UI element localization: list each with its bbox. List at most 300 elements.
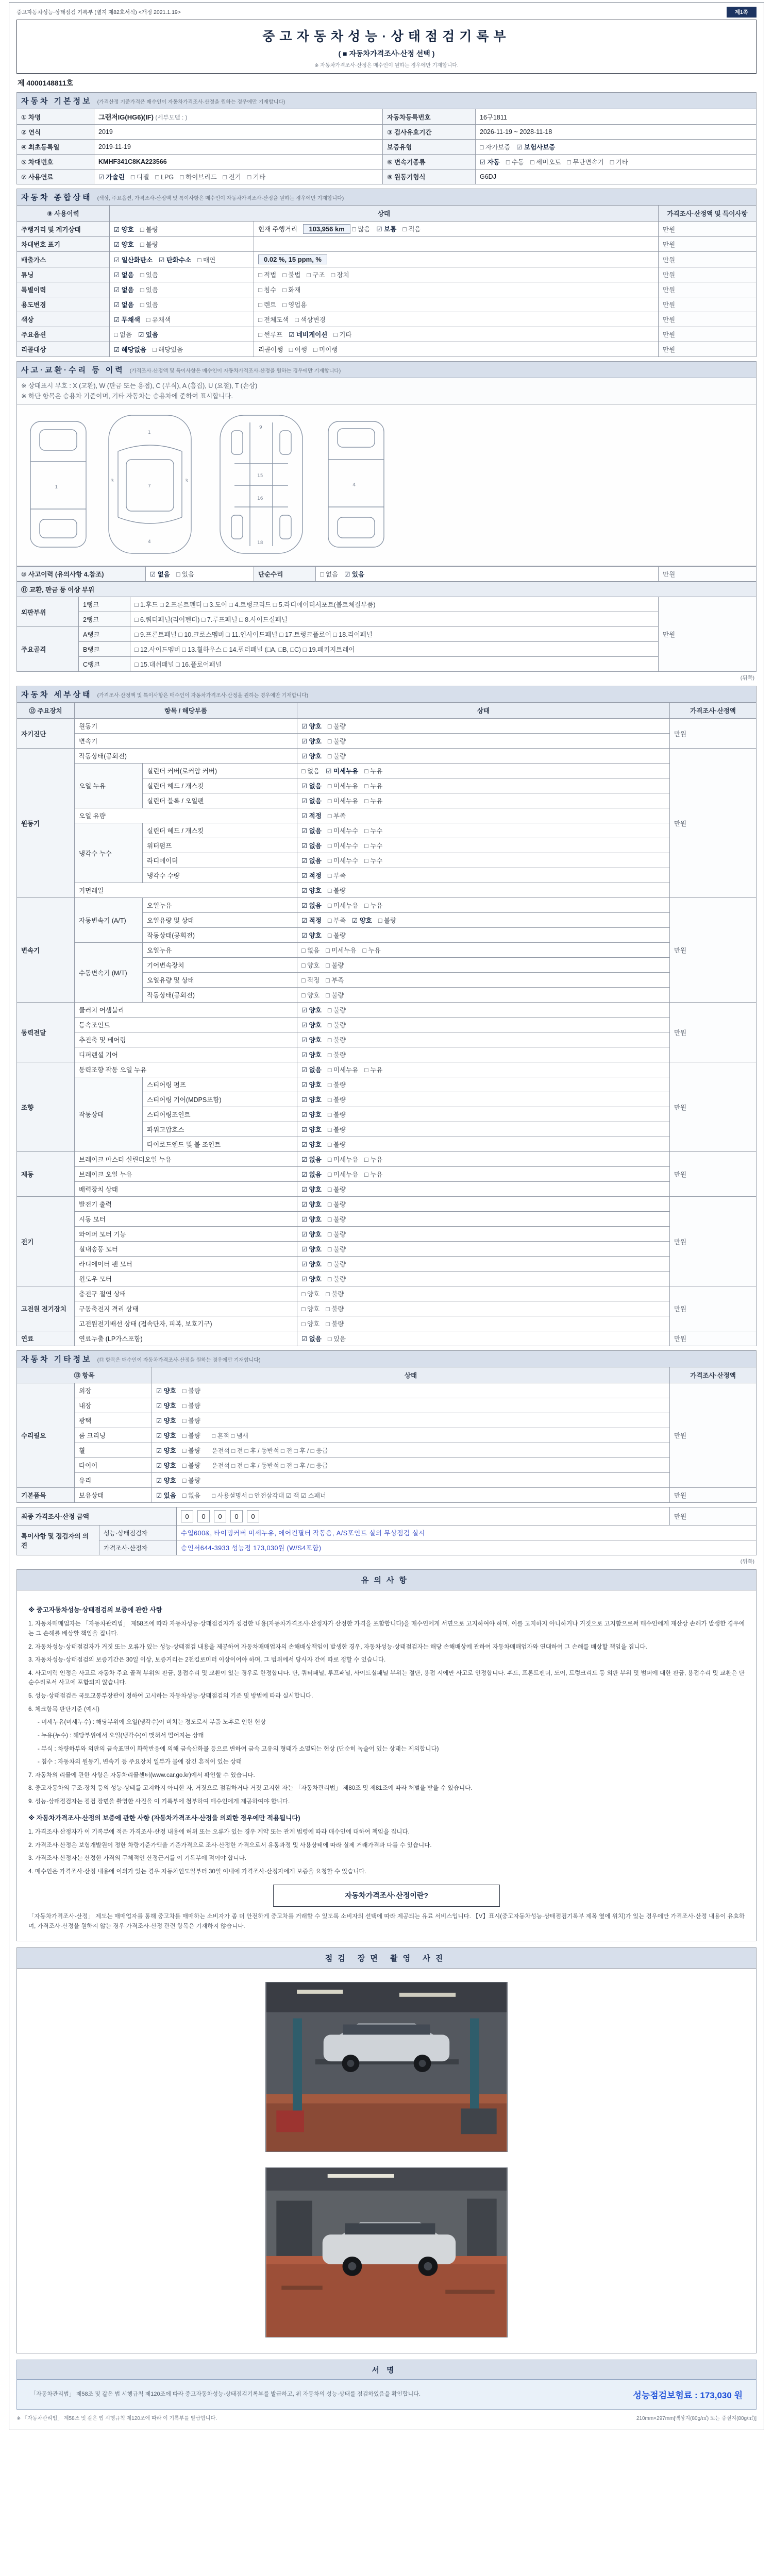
checkbox-무채색[interactable]: ☑ 무채색: [114, 316, 140, 324]
checkbox-미세누유[interactable]: □ 미세누유: [327, 783, 359, 790]
device-row: [17, 1152, 757, 1167]
checkbox-양호[interactable]: □ 양호: [301, 992, 320, 999]
checkbox-미세누유[interactable]: □ 미세누유: [326, 947, 357, 954]
vin-value: KMHF341C8KA223566: [94, 155, 383, 170]
item-name: 커먼레일: [75, 883, 297, 898]
checkbox-있음[interactable]: ☑ 있음: [138, 331, 159, 338]
item-status: [297, 1122, 670, 1137]
form-reference: 중고자동차성능·상태점검 기록부 (별지 제82호서식) <개정 2021.1.19>: [16, 9, 181, 15]
item-status: [297, 1197, 670, 1212]
usage-item-label: 색상: [17, 312, 110, 327]
basic-row-firstreg: [17, 140, 757, 155]
usage-status: [110, 267, 254, 282]
checkbox-group: [301, 962, 350, 969]
checkbox-양호[interactable]: ☑ 양호: [156, 1387, 176, 1395]
checkbox-양호[interactable]: ☑ 양호: [301, 1007, 322, 1014]
checkbox-세미오토[interactable]: □ 세미오토: [530, 159, 561, 166]
checkbox-불량[interactable]: □ 불량: [140, 241, 159, 248]
checkbox-불량[interactable]: □ 불량: [140, 226, 159, 233]
checkbox-양호[interactable]: ☑ 양호: [352, 917, 372, 924]
checkbox-양호[interactable]: ☑ 양호: [156, 1477, 176, 1484]
checkbox-없음[interactable]: ☑ 없음: [301, 827, 322, 835]
checkbox-불량[interactable]: □ 불량: [327, 1052, 346, 1059]
checkbox-미세누유[interactable]: □ 미세누유: [327, 798, 359, 805]
checkbox-group: [301, 1007, 352, 1014]
checkbox-수동[interactable]: □ 수동: [506, 159, 525, 166]
checkbox-있음[interactable]: □ 있음: [140, 301, 159, 309]
checkbox-없음[interactable]: ☑ 없음: [301, 1335, 322, 1343]
rank-items: □ 15.대쉬패널 □ 16.플로어패널: [130, 657, 659, 672]
device-row: [17, 1473, 757, 1488]
checkbox-불량[interactable]: □ 불량: [327, 1186, 346, 1193]
checkbox-해당있음[interactable]: □ 해당있음: [152, 346, 183, 353]
checkbox-양호[interactable]: ☑ 양호: [301, 1201, 322, 1208]
device-row: [17, 1443, 757, 1458]
checkbox-양호[interactable]: ☑ 양호: [156, 1402, 176, 1410]
checkbox-양호[interactable]: □ 양호: [301, 1306, 320, 1313]
checkbox-미세누유[interactable]: □ 미세누유: [327, 1066, 359, 1074]
checkbox-무단변속기[interactable]: □ 무단변속기: [567, 159, 604, 166]
first-reg-label: ④ 최초등록일: [17, 140, 94, 155]
checkbox-양호[interactable]: ☑ 양호: [301, 1052, 322, 1059]
rank-row: [17, 612, 757, 627]
checkbox-미세누유[interactable]: ☑ 미세누유: [326, 768, 359, 775]
summary-row: [17, 327, 757, 342]
checkbox-전기[interactable]: □ 전기: [223, 174, 241, 181]
checkbox-있음[interactable]: □ 있음: [176, 571, 195, 578]
item-name: 실린더 블록 / 오일팬: [143, 793, 297, 808]
inspection-value: 2026-11-19 ~ 2028-11-18: [476, 125, 757, 140]
checkbox-불량[interactable]: □ 불량: [326, 992, 344, 999]
checkbox-미세누수[interactable]: □ 미세누수: [327, 857, 359, 865]
item-status: [297, 1018, 670, 1032]
checkbox-구조[interactable]: □ 구조: [307, 272, 325, 279]
panel-group-frame: 주요골격: [17, 627, 79, 672]
checkbox-불량[interactable]: □ 불량: [182, 1477, 201, 1484]
price-cell: 만원: [669, 1197, 756, 1286]
checkbox-양호[interactable]: ☑ 양호: [301, 1246, 322, 1253]
item-status: [152, 1488, 670, 1503]
checkbox-불량[interactable]: □ 불량: [327, 1037, 346, 1044]
checkbox-group: [114, 257, 222, 264]
checkbox-양호[interactable]: ☑ 양호: [301, 723, 322, 730]
item-name: 휠: [75, 1443, 152, 1458]
accident-history-table: [16, 566, 757, 582]
checkbox-양호[interactable]: ☑ 양호: [301, 1141, 322, 1148]
price-survey-definition-box: 자동차가격조사·산정이란?: [273, 1885, 500, 1907]
checkbox-불량[interactable]: □ 불량: [326, 1320, 344, 1328]
device-row: [17, 1301, 757, 1316]
checkbox-많음[interactable]: □ 많음: [352, 226, 371, 233]
checkbox-일산화탄소[interactable]: ☑ 일산화탄소: [114, 256, 153, 264]
checkbox-불량[interactable]: □ 불량: [327, 1096, 346, 1104]
checkbox-침수[interactable]: □ 침수: [258, 286, 277, 294]
item-name: 배력장치 상태: [75, 1182, 297, 1197]
item-status: [297, 734, 670, 749]
checkbox-양호[interactable]: ☑ 양호: [301, 887, 322, 894]
opinion-row-1: [17, 1526, 757, 1540]
svg-text:3: 3: [185, 479, 188, 484]
first-reg-value: 2019-11-19: [94, 140, 383, 155]
checkbox-누유[interactable]: □ 누유: [362, 947, 381, 954]
item-status: [297, 1137, 670, 1152]
svg-text:1: 1: [148, 430, 151, 435]
checkbox-보험사보증[interactable]: ☑ 보험사보증: [516, 144, 556, 151]
checkbox-없음[interactable]: ☑ 없음: [301, 902, 322, 909]
checkbox-누유[interactable]: □ 누유: [364, 1171, 383, 1178]
item-name: 오일 유량: [75, 808, 297, 823]
checkbox-보통[interactable]: ☑ 보통: [376, 226, 397, 233]
item-status: [297, 988, 670, 1003]
usage-extra: [254, 267, 659, 282]
item-name: 윈도우 모터: [75, 1272, 297, 1286]
svg-text:7: 7: [148, 484, 151, 489]
detail-section-header: [17, 686, 757, 703]
extra-label: 현재 주행거리: [258, 226, 299, 233]
price-cell: 만원: [669, 1383, 756, 1488]
checkbox-미이행[interactable]: □ 미이행: [313, 346, 338, 353]
checkbox-없음[interactable]: ☑ 없음: [301, 1156, 322, 1163]
checkbox-group: [156, 1387, 207, 1395]
checkbox-기타[interactable]: □ 기타: [247, 174, 265, 181]
checkbox-group: [114, 346, 189, 353]
checkbox-없음[interactable]: □ 없음: [320, 571, 339, 578]
year-value: 2019: [94, 125, 383, 140]
device-row: [17, 1182, 757, 1197]
checkbox-부족[interactable]: □ 부족: [327, 917, 346, 924]
checkbox-누유[interactable]: □ 누유: [364, 783, 383, 790]
checkbox-적정[interactable]: ☑ 적정: [301, 917, 322, 924]
rank-row: [17, 642, 757, 657]
checkbox-없음[interactable]: ☑ 없음: [301, 783, 322, 790]
checkbox-렌트[interactable]: □ 렌트: [258, 301, 277, 309]
basic-row-year: [17, 125, 757, 140]
checkbox-불량[interactable]: □ 불량: [327, 932, 346, 939]
price-cell: 만원: [658, 342, 756, 357]
item-status: [297, 1092, 670, 1107]
checkbox-LPG[interactable]: □ LPG: [155, 174, 174, 181]
checkbox-양호[interactable]: ☑ 양호: [301, 1276, 322, 1283]
transmission-options: [476, 155, 757, 170]
device-row: [17, 1167, 757, 1182]
checkbox-불량[interactable]: □ 불량: [327, 1022, 346, 1029]
item-status: [297, 1242, 670, 1257]
checkbox-있음[interactable]: □ 있음: [327, 1335, 346, 1343]
document-title: 중고자동차성능·상태점검기록부: [262, 29, 511, 44]
checkbox-없음[interactable]: ☑ 없음: [301, 1066, 322, 1074]
checkbox-기타[interactable]: □ 기타: [333, 331, 352, 338]
notice-paragraph: 9. 성능·상태점검자는 점검 장면을 촬영한 사진을 이 기록부에 첨부하여 매수인에게 제공하여야 합니다.: [28, 1799, 290, 1805]
checkbox-누수[interactable]: □ 누수: [364, 842, 383, 850]
checkbox-화재[interactable]: □ 화재: [282, 286, 301, 294]
usage-extra: [254, 282, 659, 297]
usage-status: [110, 252, 254, 267]
checkbox-누유[interactable]: □ 누유: [364, 768, 383, 775]
device-name: 고전원 전기장치: [17, 1286, 75, 1331]
checkbox-네비게이션[interactable]: ☑ 네비게이션: [289, 331, 328, 338]
checkbox-양호[interactable]: ☑ 양호: [114, 241, 134, 248]
item-status: [297, 793, 670, 808]
checkbox-양호[interactable]: ☑ 양호: [301, 1111, 322, 1118]
checkbox-없음[interactable]: ☑ 없음: [114, 301, 134, 309]
checkbox-양호[interactable]: ☑ 양호: [301, 1216, 322, 1223]
checkbox-없음[interactable]: □ 없음: [182, 1492, 201, 1499]
price-cell: 만원: [658, 222, 756, 237]
checkbox-양호[interactable]: □ 양호: [301, 962, 320, 969]
simple-repair-label: 단순수리: [254, 567, 316, 582]
checkbox-불량[interactable]: □ 불량: [182, 1462, 201, 1469]
checkbox-부족[interactable]: □ 부족: [326, 977, 344, 984]
summary-row: [17, 252, 757, 267]
checkbox-양호[interactable]: ☑ 양호: [301, 1022, 322, 1029]
checkbox-불량[interactable]: □ 불량: [327, 1261, 346, 1268]
document-subtitle-note: ※ 자동차가격조사·산정은 매수인이 원하는 경우에만 기재합니다.: [314, 63, 459, 69]
checkbox-양호[interactable]: ☑ 양호: [156, 1447, 176, 1454]
price-digit: 0: [197, 1510, 210, 1522]
vin-label: ⑤ 차대번호: [17, 155, 94, 170]
checkbox-group: [301, 1037, 352, 1044]
checkbox-부족[interactable]: □ 부족: [327, 872, 346, 879]
checkbox-불량[interactable]: □ 불량: [327, 1081, 346, 1089]
warranty-options: [476, 140, 757, 155]
checkbox-적법[interactable]: □ 적법: [258, 272, 277, 279]
checkbox-불량[interactable]: □ 불량: [326, 1306, 344, 1313]
checkbox-group: [301, 798, 389, 805]
checkbox-group: [301, 977, 350, 984]
checkbox-없음[interactable]: □ 없음: [301, 947, 320, 954]
checkbox-있음[interactable]: □ 있음: [140, 272, 159, 279]
checkbox-양호[interactable]: ☑ 양호: [156, 1432, 176, 1439]
checkbox-양호[interactable]: ☑ 양호: [301, 1037, 322, 1044]
checkbox-자가보증[interactable]: □ 자가보증: [480, 144, 511, 151]
car-name: 그랜저IG(HG6)(IF): [98, 113, 154, 121]
final-price-label: 최종 가격조사·산정 금액: [17, 1507, 177, 1526]
checkbox-영업용[interactable]: □ 영업용: [282, 301, 307, 309]
checkbox-없음[interactable]: ☑ 없음: [301, 857, 322, 865]
car-diagram: [21, 407, 392, 562]
checkbox-양호[interactable]: ☑ 양호: [301, 1186, 322, 1193]
checkbox-매연[interactable]: □ 매연: [197, 256, 216, 264]
price-cell: 만원: [658, 252, 756, 267]
checkbox-양호[interactable]: ☑ 양호: [301, 1261, 322, 1268]
checkbox-있음[interactable]: □ 있음: [140, 286, 159, 294]
checkbox-group: [301, 1171, 389, 1178]
checkbox-양호[interactable]: ☑ 양호: [114, 226, 134, 233]
basic-row-fuel: [17, 170, 757, 184]
usage-item-label: 리콜대상: [17, 342, 110, 357]
checkbox-양호[interactable]: ☑ 양호: [301, 753, 322, 760]
checkbox-불량[interactable]: □ 불량: [327, 738, 346, 745]
checkbox-불량[interactable]: □ 불량: [327, 887, 346, 894]
misc-col-device: ⑬ 항목: [17, 1367, 152, 1383]
misc-section-note: (⑬ 항목은 매수인이 자동차가격조사·산정을 원하는 경우에만 기재합니다): [97, 1358, 261, 1363]
checkbox-미세누수[interactable]: □ 미세누수: [327, 842, 359, 850]
checkbox-group: [301, 738, 352, 745]
checkbox-불량[interactable]: □ 불량: [182, 1432, 201, 1439]
checkbox-없음[interactable]: ☑ 없음: [301, 798, 322, 805]
basic-section-header: [17, 93, 757, 109]
checkbox-group: [301, 723, 352, 730]
item-status: [297, 838, 670, 853]
summary-row: [17, 222, 757, 237]
checkbox-양호[interactable]: ☑ 양호: [156, 1417, 176, 1425]
price-cell: 만원: [658, 267, 756, 282]
checkbox-불량[interactable]: □ 불량: [182, 1447, 201, 1454]
checkbox-있음[interactable]: ☑ 있음: [344, 571, 365, 578]
item-name: 원동기: [75, 719, 297, 734]
checkbox-group: [301, 1320, 350, 1328]
checkbox-불량[interactable]: □ 불량: [327, 1007, 346, 1014]
checkbox-이행[interactable]: □ 이행: [289, 346, 307, 353]
checkbox-양호[interactable]: ☑ 양호: [301, 1081, 322, 1089]
checkbox-누수[interactable]: □ 누수: [364, 857, 383, 865]
checkbox-누유[interactable]: □ 누유: [364, 902, 383, 909]
checkbox-없음[interactable]: ☑ 없음: [150, 571, 170, 578]
checkbox-양호[interactable]: ☑ 양호: [301, 932, 322, 939]
checkbox-불량[interactable]: □ 불량: [182, 1387, 201, 1395]
checkbox-group: [301, 1261, 352, 1268]
checkbox-양호[interactable]: □ 양호: [301, 1320, 320, 1328]
checkbox-group: [301, 902, 389, 909]
checkbox-불량[interactable]: □ 불량: [327, 1276, 346, 1283]
checkbox-미세누유[interactable]: □ 미세누유: [327, 902, 359, 909]
inspection-photo-2: [265, 2167, 508, 2337]
checkbox-불량[interactable]: □ 불량: [327, 1216, 346, 1223]
checkbox-적음[interactable]: □ 적음: [402, 226, 421, 233]
checkbox-불량[interactable]: □ 불량: [327, 1201, 346, 1208]
checkbox-불량[interactable]: □ 불량: [327, 1231, 346, 1238]
checkbox-기타[interactable]: □ 기타: [610, 159, 628, 166]
status-extra: 운전석 □ 전 □ 후 / 동반석 □ 전 □ 후 / □ 응급: [212, 1462, 328, 1469]
usage-extra: [254, 342, 659, 357]
checkbox-유채색[interactable]: □ 유채색: [146, 316, 171, 324]
checkbox-양호[interactable]: ☑ 양호: [156, 1462, 176, 1469]
checkbox-불량[interactable]: □ 불량: [327, 1126, 346, 1133]
checkbox-불량[interactable]: □ 불량: [326, 1291, 344, 1298]
checkbox-누유[interactable]: □ 누유: [364, 798, 383, 805]
checkbox-적정[interactable]: □ 적정: [301, 977, 320, 984]
device-row: [17, 1018, 757, 1032]
item-name: 등속조인트: [75, 1018, 297, 1032]
checkbox-불량[interactable]: □ 불량: [327, 1141, 346, 1148]
basic-section-note: (가격산정 기준가격은 매수인이 자동차가격조사·산정을 원하는 경우에만 기재합니다): [97, 99, 285, 105]
checkbox-불량[interactable]: □ 불량: [182, 1417, 201, 1425]
page-footer: [16, 2414, 757, 2421]
checkbox-미세누수[interactable]: □ 미세누수: [327, 827, 359, 835]
item-name: 워터펌프: [143, 838, 297, 853]
checkbox-group: [301, 992, 350, 999]
price-cell: 만원: [658, 312, 756, 327]
car-underbody-view: [220, 415, 303, 553]
checkbox-미세누유[interactable]: □ 미세누유: [327, 1171, 359, 1178]
page-marker-1: (뒤쪽): [740, 675, 754, 681]
checkbox-group: [156, 1462, 207, 1469]
checkbox-자동[interactable]: ☑ 자동: [480, 159, 500, 166]
checkbox-불법[interactable]: □ 불법: [282, 272, 301, 279]
item-status: [297, 1182, 670, 1197]
checkbox-누수[interactable]: □ 누수: [364, 827, 383, 835]
checkbox-없음[interactable]: ☑ 없음: [114, 286, 134, 294]
checkbox-장치[interactable]: □ 장치: [331, 272, 349, 279]
checkbox-불량[interactable]: □ 불량: [327, 1246, 346, 1253]
checkbox-색상변경[interactable]: □ 색상변경: [295, 316, 326, 324]
item-status: [297, 823, 670, 838]
checkbox-불량[interactable]: □ 불량: [327, 753, 346, 760]
item-status: [152, 1398, 670, 1413]
checkbox-누유[interactable]: □ 누유: [364, 1066, 383, 1074]
checkbox-하이브리드[interactable]: □ 하이브리드: [180, 174, 217, 181]
usage-extra: [254, 222, 659, 237]
checkbox-탄화수소[interactable]: ☑ 탄화수소: [159, 256, 192, 264]
rank-items: □ 12.사이드멤버 □ 13.휠하우스 □ 14.필러패널 (□A, □B, □C) □ 19.패키지트레이: [130, 642, 659, 657]
checkbox-group: [301, 783, 389, 790]
checkbox-양호[interactable]: ☑ 양호: [301, 1231, 322, 1238]
usage-item-label: 주행거리 및 계기상태: [17, 222, 110, 237]
checkbox-미세누유[interactable]: □ 미세누유: [327, 1156, 359, 1163]
checkbox-불량[interactable]: □ 불량: [326, 962, 344, 969]
item-name: 보유상태: [75, 1488, 152, 1503]
checkbox-부족[interactable]: □ 부족: [327, 812, 346, 820]
checkbox-없음[interactable]: ☑ 없음: [114, 272, 134, 279]
checkbox-있음[interactable]: ☑ 있음: [156, 1492, 176, 1499]
item-name: 룸 크리닝: [75, 1428, 152, 1443]
notice-paragraph: 1. 가격조사·산정자가 이 기록부에 적은 가격조사·산정 내용에 허위 또는 오류가 있는 경우 계약 또는 관계 법령에 따라 매수인에 대하여 책임을 집니다.: [28, 1828, 410, 1835]
detail-table: [16, 686, 757, 1346]
item-name: 클러치 어셈블리: [75, 1003, 297, 1018]
checkbox-불량[interactable]: □ 불량: [182, 1402, 201, 1410]
checkbox-양호[interactable]: ☑ 양호: [301, 738, 322, 745]
accident-section-note: (가격조사·산정액 및 특이사항은 매수인이 자동차가격조사·산정을 원하는 경우에만 기재합니다): [129, 368, 341, 374]
checkbox-해당없음[interactable]: ☑ 해당없음: [114, 346, 146, 353]
price-cell: 만원: [669, 1152, 756, 1197]
checkbox-양호[interactable]: ☑ 양호: [301, 1126, 322, 1133]
item-name: 실린더 헤드 / 개스킷: [143, 823, 297, 838]
checkbox-group: [114, 301, 164, 309]
checkbox-디젤[interactable]: □ 디젤: [130, 174, 149, 181]
device-row: [17, 1458, 757, 1473]
checkbox-가솔린[interactable]: ☑ 가솔린: [98, 174, 125, 181]
checkbox-적정[interactable]: ☑ 적정: [301, 872, 322, 879]
checkbox-불량[interactable]: □ 불량: [378, 917, 397, 924]
checkbox-없음[interactable]: □ 없음: [301, 768, 320, 775]
checkbox-없음[interactable]: ☑ 없음: [301, 842, 322, 850]
checkbox-없음[interactable]: ☑ 없음: [301, 1171, 322, 1178]
basic-section-title: 자동차 기본정보: [21, 97, 92, 106]
simple-repair-options: [316, 567, 659, 582]
checkbox-group: [301, 1291, 350, 1298]
checkbox-불량[interactable]: □ 불량: [327, 1111, 346, 1118]
checkbox-전체도색[interactable]: □ 전체도색: [258, 316, 289, 324]
checkbox-없음[interactable]: □ 없음: [114, 331, 132, 338]
device-row: [17, 1428, 757, 1443]
opinion-label: 특이사항 및 점검자의 의견: [17, 1526, 99, 1555]
item-name: 시동 모터: [75, 1212, 297, 1227]
item-name: 냉각수 수량: [143, 868, 297, 883]
checkbox-썬루프[interactable]: □ 썬루프: [258, 331, 283, 338]
item-status: [297, 1212, 670, 1227]
checkbox-불량[interactable]: □ 불량: [327, 723, 346, 730]
price-cell: 만원: [659, 567, 757, 582]
device-row: [17, 719, 757, 734]
checkbox-양호[interactable]: □ 양호: [301, 1291, 320, 1298]
checkbox-group: [352, 226, 427, 233]
title-box: [16, 20, 757, 74]
checkbox-누유[interactable]: □ 누유: [364, 1156, 383, 1163]
checkbox-적정[interactable]: ☑ 적정: [301, 812, 322, 820]
checkbox-양호[interactable]: ☑ 양호: [301, 1096, 322, 1104]
item-name: 작동상태(공회전): [143, 928, 297, 943]
detail-col-item: 항목 / 해당부품: [75, 703, 297, 719]
